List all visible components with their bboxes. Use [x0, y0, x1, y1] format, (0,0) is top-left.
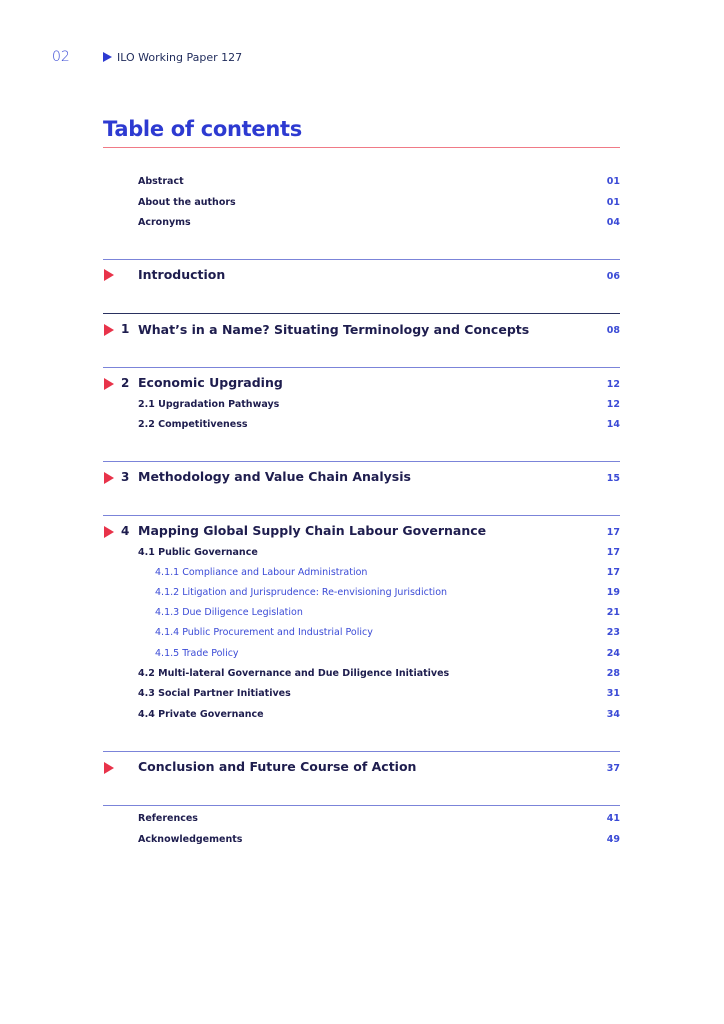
- toc-section-4-2[interactable]: 4.2 Multi-lateral Governance and Due Diligence Initiatives: [138, 668, 450, 679]
- toc-page-4-1: 17: [606, 547, 620, 558]
- toc-chapter-introduction[interactable]: Introduction: [138, 267, 226, 282]
- toc-page-4-1-4: 23: [606, 627, 620, 638]
- section-divider: [103, 313, 620, 314]
- chapter-arrow-icon: [104, 526, 114, 538]
- toc-page-4-1-1: 17: [606, 567, 620, 578]
- toc-page-4-1-5: 24: [606, 648, 620, 659]
- toc-entry-about-authors[interactable]: About the authors: [138, 197, 236, 208]
- header-arrow-icon: [103, 52, 112, 62]
- toc-entry-references[interactable]: References: [138, 813, 198, 824]
- toc-subsection-4-1-5[interactable]: 4.1.5 Trade Policy: [155, 648, 239, 659]
- toc-chapter-3[interactable]: Methodology and Value Chain Analysis: [138, 469, 411, 484]
- toc-subsection-4-1-4[interactable]: 4.1.4 Public Procurement and Industrial Policy: [155, 627, 373, 638]
- toc-entry-acknowledgements[interactable]: Acknowledgements: [138, 834, 243, 845]
- toc-subsection-4-1-2[interactable]: 4.1.2 Litigation and Jurisprudence: Re-envisioning Jurisdiction: [155, 587, 448, 598]
- publication-title: ILO Working Paper 127: [117, 51, 243, 64]
- chapter-number: 3: [121, 470, 130, 484]
- toc-page-chapter-2: 12: [606, 379, 620, 390]
- chapter-number: 1: [121, 322, 130, 336]
- toc-page-about-authors: 01: [606, 197, 620, 208]
- toc-page-4-1-2: 19: [606, 587, 620, 598]
- toc-page-2-2: 14: [606, 419, 620, 430]
- chapter-arrow-icon: [104, 762, 114, 774]
- toc-chapter-2[interactable]: Economic Upgrading: [138, 375, 283, 390]
- chapter-arrow-icon: [104, 472, 114, 484]
- toc-page-4-3: 31: [606, 688, 620, 699]
- toc-entry-abstract[interactable]: Abstract: [138, 176, 184, 187]
- toc-page-4-1-3: 21: [606, 607, 620, 618]
- section-divider: [103, 367, 620, 368]
- section-divider: [103, 515, 620, 516]
- page-title: Table of contents: [103, 117, 302, 141]
- section-divider: [103, 751, 620, 752]
- chapter-arrow-icon: [104, 269, 114, 281]
- toc-page-acknowledgements: 49: [606, 834, 620, 845]
- toc-page-chapter-4: 17: [606, 527, 620, 538]
- toc-entry-acronyms[interactable]: Acronyms: [138, 217, 191, 228]
- toc-chapter-1[interactable]: What’s in a Name? Situating Terminology and Concepts: [138, 322, 530, 337]
- toc-section-2-2[interactable]: 2.2 Competitiveness: [138, 419, 248, 430]
- toc-section-2-1[interactable]: 2.1 Upgradation Pathways: [138, 399, 280, 410]
- section-divider: [103, 461, 620, 462]
- chapter-arrow-icon: [104, 378, 114, 390]
- toc-page-chapter-3: 15: [606, 473, 620, 484]
- toc-chapter-4[interactable]: Mapping Global Supply Chain Labour Governance: [138, 523, 487, 538]
- toc-section-4-3[interactable]: 4.3 Social Partner Initiatives: [138, 688, 291, 699]
- title-divider: [103, 147, 620, 148]
- toc-page-introduction: 06: [606, 271, 620, 282]
- toc-page-acronyms: 04: [606, 217, 620, 228]
- toc-page-abstract: 01: [606, 176, 620, 187]
- toc-section-4-1[interactable]: 4.1 Public Governance: [138, 547, 258, 558]
- chapter-number: 4: [121, 524, 130, 538]
- toc-page-4-2: 28: [606, 668, 620, 679]
- toc-page-4-4: 34: [606, 709, 620, 720]
- toc-chapter-conclusion[interactable]: Conclusion and Future Course of Action: [138, 759, 417, 774]
- toc-subsection-4-1-1[interactable]: 4.1.1 Compliance and Labour Administration: [155, 567, 368, 578]
- chapter-arrow-icon: [104, 324, 114, 336]
- toc-page-chapter-1: 08: [606, 325, 620, 336]
- chapter-number: 2: [121, 376, 130, 390]
- toc-section-4-4[interactable]: 4.4 Private Governance: [138, 709, 264, 720]
- toc-subsection-4-1-3[interactable]: 4.1.3 Due Diligence Legislation: [155, 607, 303, 618]
- section-divider: [103, 259, 620, 260]
- toc-page-conclusion: 37: [606, 763, 620, 774]
- page-number: 02: [52, 49, 70, 65]
- section-divider: [103, 805, 620, 806]
- toc-page-references: 41: [606, 813, 620, 824]
- toc-page-2-1: 12: [606, 399, 620, 410]
